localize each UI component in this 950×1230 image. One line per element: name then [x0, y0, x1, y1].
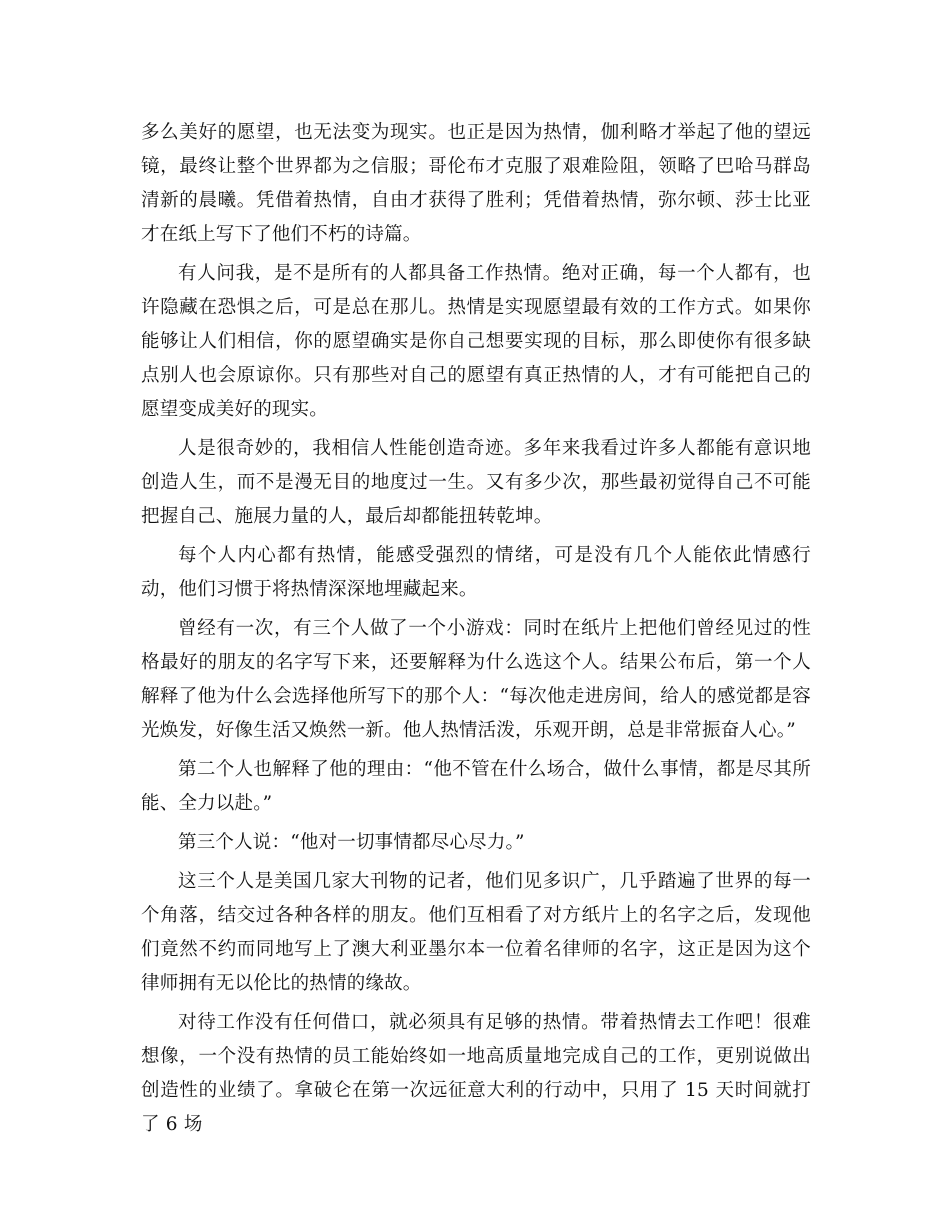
- paragraph-3: 人是很奇妙的，我相信人性能创造奇迹。多年来我看过许多人都能有意识地创造人生，而不是漫无目的地度过一生。又有多少次，那些最初觉得自己不可能把握自己、施展力量的人，最后却都能扭转乾坤。: [141, 438, 811, 527]
- paragraph-5: 曾经有一次，有三个人做了一个小游戏：同时在纸片上把他们曾经见过的性格最好的朋友的名字写下来，还要解释为什么选这个人。结果公布后，第一个人解释了他为什么会选择他所写下的那个人：“每次他走进房间，给人的感觉都是容光焕发，好像生活又焕然一新。他人热情活泼，乐观开朗，总是非常振奋人心。”: [141, 618, 811, 741]
- paragraph-8: 这三个人是美国几家大刊物的记者，他们见多识广，几乎踏遍了世界的每一个角落，结交过各种各样的朋友。他们互相看了对方纸片上的名字之后，发现他们竟然不约而同地写上了澳大利亚墨尔本一位着名律师的名字，这正是因为这个律师拥有无以伦比的热情的缘故。: [141, 871, 811, 994]
- paragraph-2: 有人问我，是不是所有的人都具备工作热情。绝对正确，每一个人都有，也许隐藏在恐惧之后，可是总在那儿。热情是实现愿望最有效的工作方式。如果你能够让人们相信，你的愿望确实是你自己想要实现的目标，那么即使你有很多缺点别人也会原谅你。只有那些对自己的愿望有真正热情的人，才有可能把自己的愿望变成美好的现实。: [141, 263, 811, 420]
- paragraph-6: 第二个人也解释了他的理由：“他不管在什么场合，做什么事情，都是尽其所能、全力以赴。”: [141, 759, 811, 814]
- paragraph-4: 每个人内心都有热情，能感受强烈的情绪，可是没有几个人能依此情感行动，他们习惯于将热情深深地埋藏起来。: [141, 545, 811, 600]
- document-body: [141, 116, 811, 1147]
- paragraph-7: 第三个人说：“他对一切事情都尽心尽力。”: [178, 832, 525, 853]
- paragraph-1: 多么美好的愿望，也无法变为现实。也正是因为热情，伽利略才举起了他的望远镜，最终让整个世界都为之信服；哥伦布才克服了艰难险阻，领略了巴哈马群岛清新的晨曦。凭借着热情，自由才获得了胜利；凭借着热情，弥尔顿、莎士比亚才在纸上写下了他们不朽的诗篇。: [141, 122, 811, 245]
- paragraph-9: 对待工作没有任何借口，就必须具有足够的热情。带着热情去工作吧！很难想像，一个没有热情的员工能始终如一地高质量地完成自己的工作，更别说做出创造性的业绩了。拿破仑在第一次远征意大利的行动中，只用了 15 天时间就打了 6 场: [141, 1012, 811, 1135]
